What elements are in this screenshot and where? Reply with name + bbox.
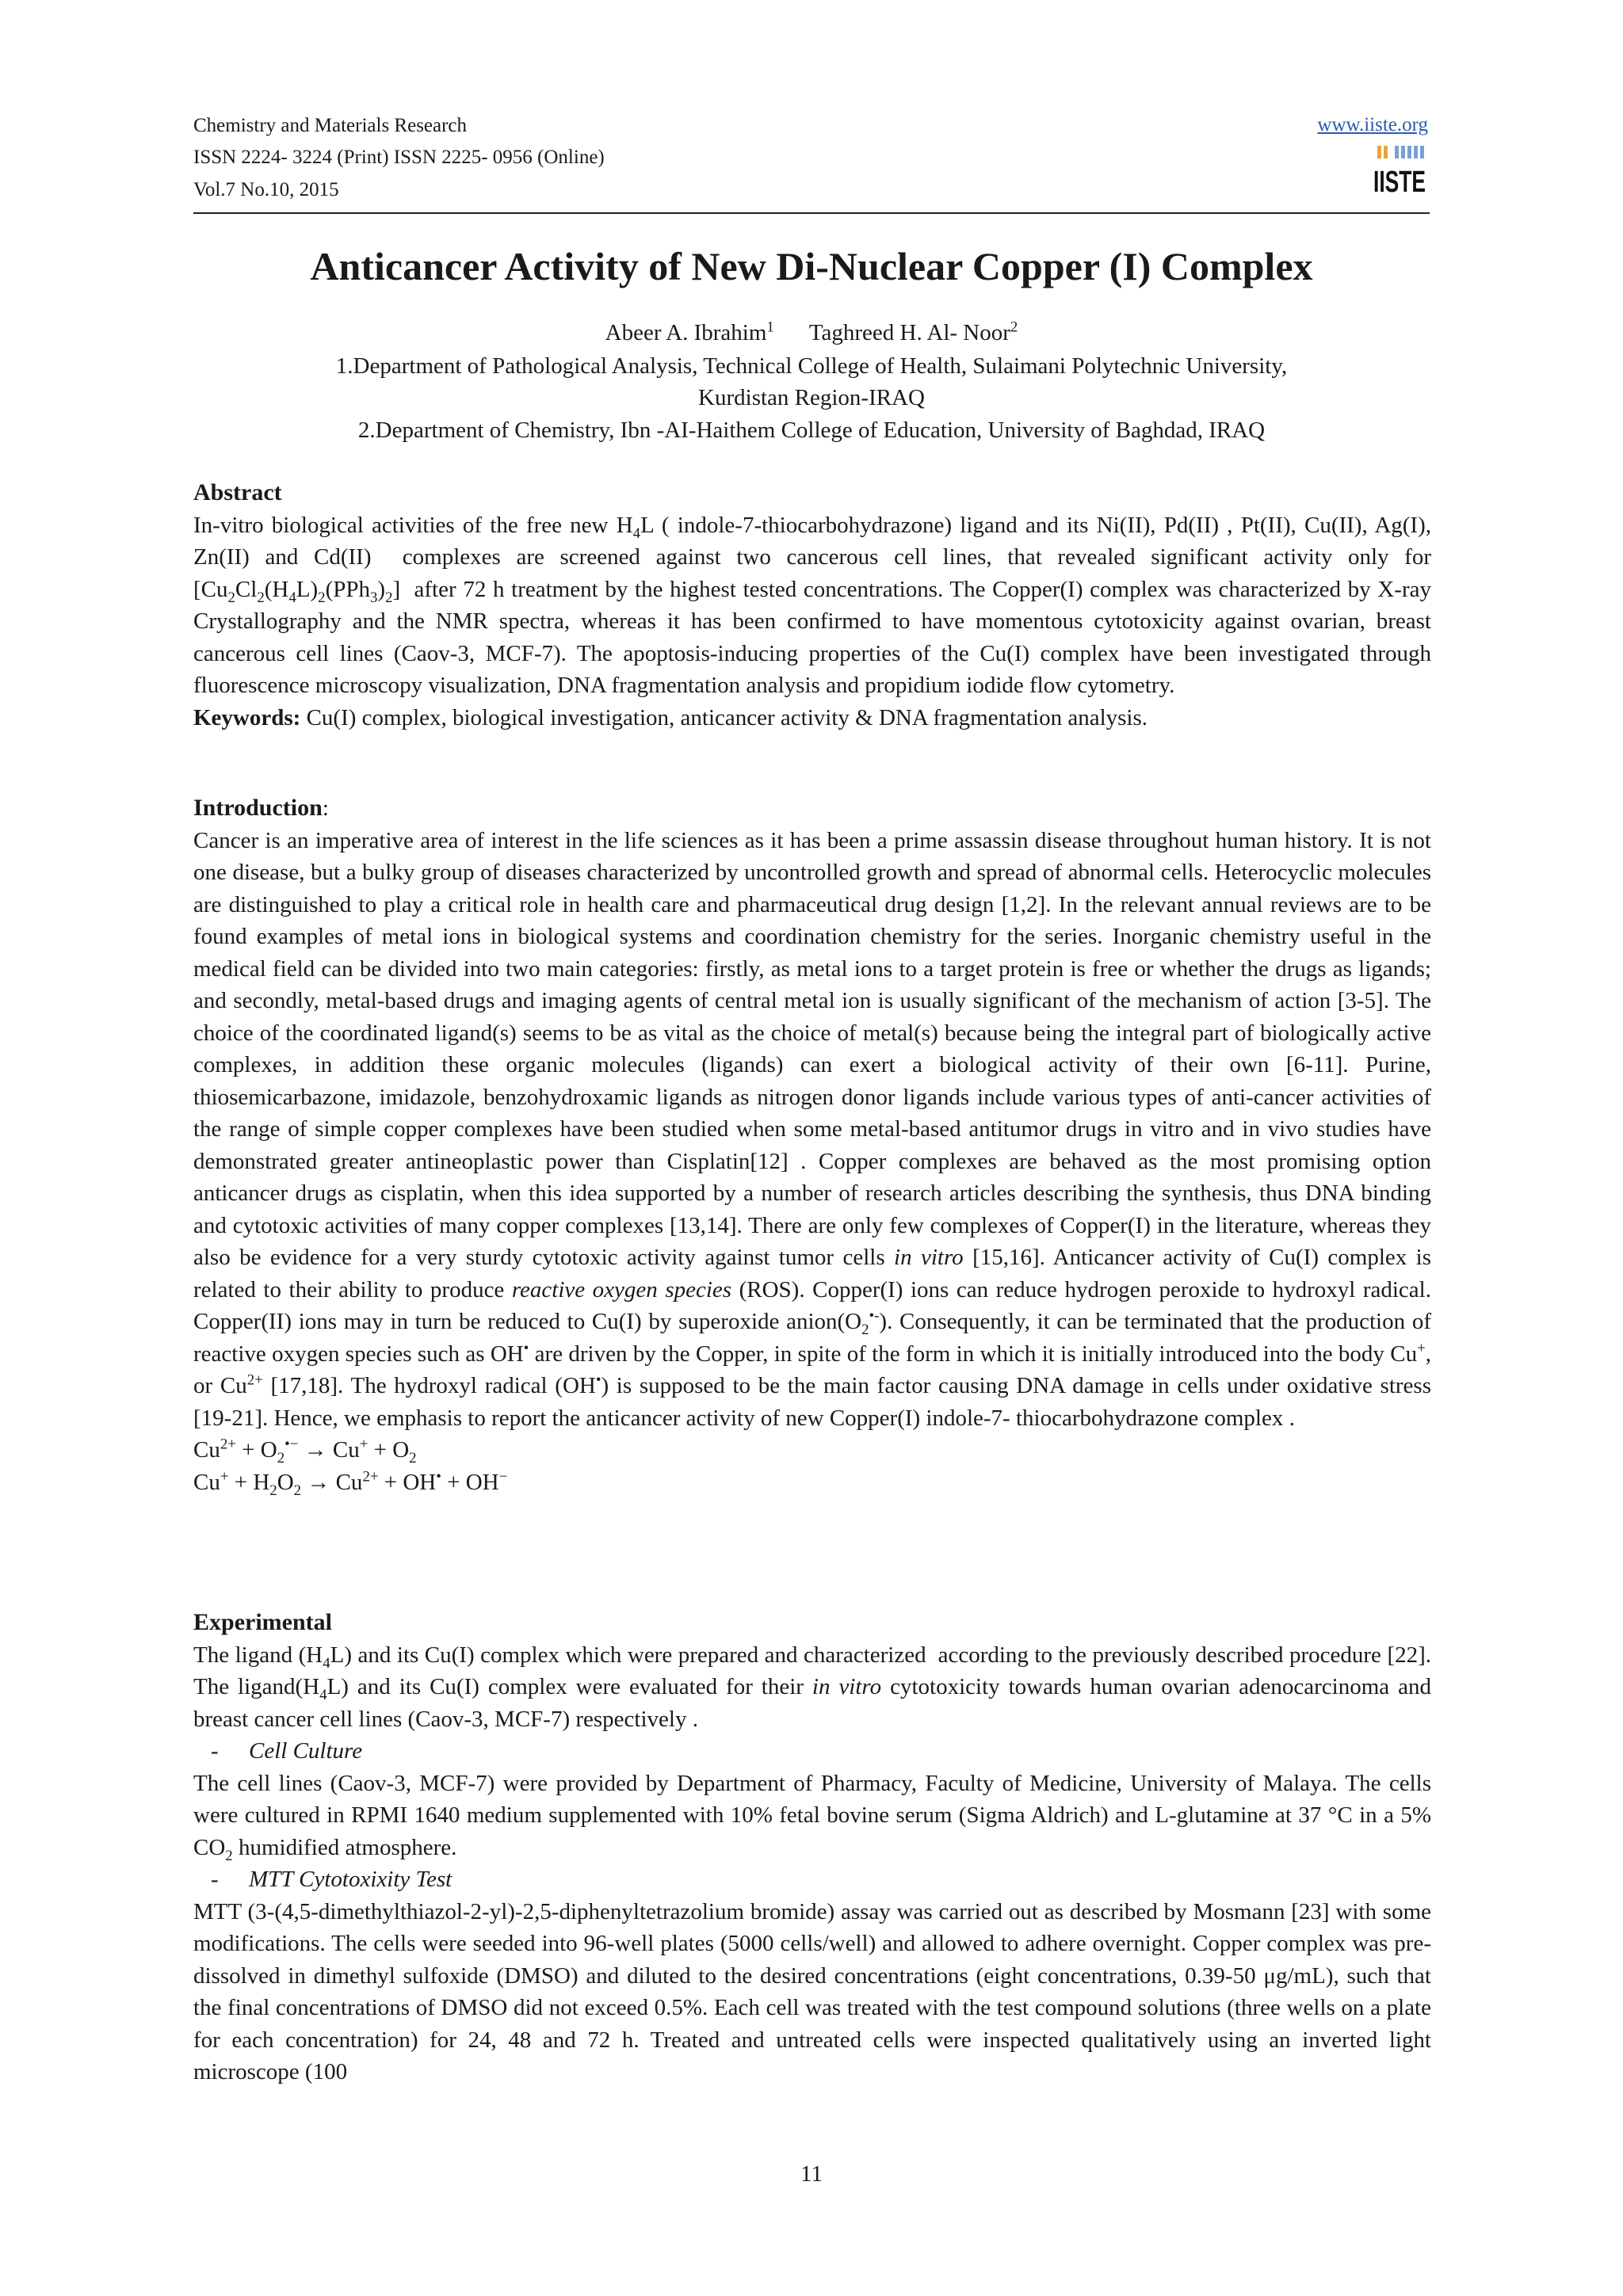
paper-title: Anticancer Activity of New Di-Nuclear Copper (I) Complex <box>310 244 1313 288</box>
header-rule <box>193 212 1430 214</box>
abstract-text: In-vitro biological activities of the free new $H_4L$ ( indole-7-thiocarbohydrazone) ligand and its Ni(II), Pd(II) , Pt(II), Cu(II), Ag(I), Zn(II) and Cd(II) complexes are screened against two cancerous cell lines, that revealed significant activity only for $[Cu_2Cl_2(H_4L)_2(PPh_3)_2]$ after 72 h treatment by the highest tested concentrations. The Copper(I) complex was characterized by X-ray Crystallography and the NMR spectra, whereas it has been confirmed to have momentous cytotoxicity against ovarian, breast cancerous cell lines (Caov-3, MCF-7). The apoptosis-inducing properties of the Cu(I) complex have been investigated through fluorescence microscopy visualization, DNA fragmentation analysis and propidium iodide flow cytometry. <box>193 512 1431 698</box>
affiliation-2: 2.Department of Chemistry, Ibn -AI-Haithem College of Education, University of Baghdad, IRAQ <box>357 418 1266 443</box>
equation-2: $Cu^+ + H_2O_2 \to Cu^{2+} + OH^• + OH^-$ <box>193 1467 508 1499</box>
keywords-label: Keywords: <box>193 704 301 730</box>
svg-text:IISTE: IISTE <box>1373 166 1426 199</box>
introduction-heading-line: Introduction: <box>193 795 329 821</box>
introduction-section <box>193 792 1431 1498</box>
journal-issn: ISSN 2224- 3224 (Print) ISSN 2225- 0956 (Online) <box>193 147 605 168</box>
mtt-text: MTT (3-(4,5-dimethylthiazol-2-yl)-2,5-diphenyltetrazolium bromide) assay was carried out as described by Mosmann [23] with some modifications. The cells were seeded into 96-well plates (5000 cells/well) and allowed to adhere overnight. Copper complex was pre-dissolved in dimethyl sulfoxide (DMSO) and diluted to the desired concentrations (eight concentrations, 0.39-50 μg/mL), such that the final concentrations of DMSO did not exceed 0.5%. Each cell was treated with the test compound solutions (three wells on a plate for each concentration) for 24, 48 and 72 h. Treated and untreated cells were inspected qualitatively using an inverted light microscope (100 <box>193 1898 1431 2084</box>
cell-culture-subheading: - Cell Culture <box>211 1738 363 1764</box>
author-2-affil-mark: 2 <box>1010 318 1018 336</box>
journal-url-link[interactable]: www.iiste.org <box>1317 114 1428 135</box>
affiliation-1-line1: 1.Department of Pathological Analysis, Technical College of Health, Sulaimani Polytechnic University, <box>335 353 1288 379</box>
author-2: Taghreed H. Al- Noor <box>808 320 1010 345</box>
introduction-text: Cancer is an imperative area of interest in the life sciences as it has been a prime assassin disease throughout human history. It is not one disease, but a bulky group of diseases characterized by uncontrolled growth and spread of abnormal cells. Heterocyclic molecules are distinguished to play a critical role in health care and pharmaceutical drug design [1,2]. In the relevant annual reviews are to be found examples of metal ions in biological systems and coordination chemistry for the series. Inorganic chemistry useful in the medical field can be divided into two main categories: firstly, as metal ions to a target protein is free or whether the drugs as ligands; and secondly, metal-based drugs and imaging agents of central metal ion is usually significant of the mechanism of action [3-5]. The choice of the coordinated ligand(s) seems to be as vital as the choice of metal(s) because being the integral part of biologically active complexes, in addition these organic molecules (ligands) can exert a biological activity of their own [6-11]. Purine, thiosemicarbazone, imidazole, benzohydroxamic ligands as nitrogen donor ligands include various types of anti-cancer activities of the range of simple copper complexes have been studied when some metal-based antitumor drugs in vitro and in vivo studies have demonstrated greater antineoplastic power than Cisplatin[12] . Copper complexes are behaved as the most promising option anticancer drugs as cisplatin, when this idea supported by a number of research articles describing the synthesis, thus DNA binding and cytotoxic activities of many copper complexes [13,14]. There are only few complexes of Copper(I) in the literature, whereas they also be evidence for a very sturdy cytotoxic activity against tumor cells in vitro [15,16]. Anticancer activity of Cu(I) complex is related to their ability to produce reactive oxygen species (ROS). Copper(I) ions can reduce hydrogen peroxide to hydroxyl radical. Copper(II) ions may in turn be reduced to Cu(I) by superoxide $anion(O_2^{•-})$. Consequently, it can be terminated that the production of reactive oxygen species such as OH• are driven by the Copper, in spite of the form in which it is initially introduced into the body Cu+, or $Cu^{2+}$ [17,18]. The hydroxyl radical (OH•) is supposed to be the main factor causing DNA damage in cells under oxidative stress [19-21]. Hence, we emphasis to report the anticancer activity of new Copper(I) indole-7- thiocarbohydrazone complex . <box>193 827 1431 1431</box>
cell-culture-text: The cell lines (Caov-3, MCF-7) were provided by Department of Pharmacy, Faculty of Medicine, University of Malaya. The cells were cultured in RPMI 1640 medium supplemented with 10% fetal bovine serum (Sigma Aldrich) and L-glutamine at 37 °C in a 5% $CO_2$ humidified atmosphere. <box>193 1770 1431 1864</box>
abstract-section <box>193 477 1431 734</box>
author-line <box>193 318 1430 347</box>
introduction-heading: Introduction <box>193 795 323 821</box>
affiliation-1-line2: Kurdistan Region-IRAQ <box>698 385 925 410</box>
iiste-logo <box>1371 144 1428 201</box>
experimental-heading: Experimental <box>193 1609 332 1635</box>
author-1-affil-mark: 1 <box>766 318 774 336</box>
mtt-subheading: - MTT Cytotoxixity Test <box>211 1867 453 1892</box>
page-number: 11 <box>800 2161 823 2187</box>
keywords-text: Cu(I) complex, biological investigation, anticancer activity & DNA fragmentation analysis. <box>300 704 1148 730</box>
abstract-heading: Abstract <box>193 479 282 505</box>
experimental-text: The ligand $(H_4L)$ and its Cu(I) complex which were prepared and characterized according to the previously described procedure [22]. The $ligand(H_4L)$ and its Cu(I) complex were evaluated for their in vitro cytotoxicity towards human ovarian adenocarcinoma and breast cancer cell lines (Caov-3, MCF-7) respectively . <box>193 1642 1432 1732</box>
equation-1: $Cu^{2+} + O_2^{•-} \to Cu^+ + O_2$ <box>193 1436 417 1466</box>
experimental-section <box>193 1607 1431 2088</box>
journal-name: Chemistry and Materials Research <box>193 115 468 136</box>
keywords-line <box>193 702 1431 734</box>
journal-volume: Vol.7 No.10, 2015 <box>193 179 339 200</box>
author-1: Abeer A. Ibrahim <box>605 320 767 345</box>
